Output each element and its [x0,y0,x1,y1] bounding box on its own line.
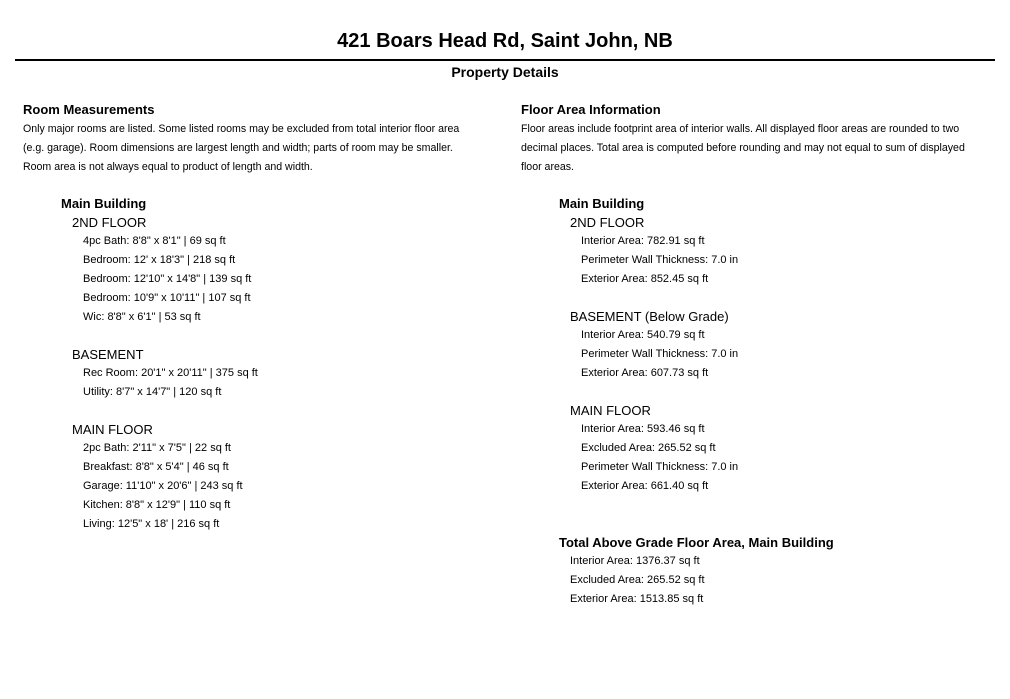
area-floor-basement [570,307,1001,383]
room-entry: 4pc Bath: 8'8" x 8'1" | 69 sq ft [83,235,226,247]
area-entry: Interior Area: 540.79 sq ft [581,329,705,341]
room-entry: Kitchen: 8'8" x 12'9" | 110 sq ft [83,499,231,511]
total-entry: Interior Area: 1376.37 sq ft [570,555,700,567]
description-line: Room area is not always equal to product of length and width. [23,161,313,173]
building-title: Main Building [559,196,645,211]
room-entry: Bedroom: 12'10" x 14'8" | 139 sq ft [83,273,252,285]
area-floor-2nd [570,213,1001,289]
area-entry: Perimeter Wall Thickness: 7.0 in [581,461,739,473]
floor-title: MAIN FLOOR [72,422,153,437]
description-line: Only major rooms are listed. Some listed rooms may be excluded from total interior floor area [23,123,460,135]
room-entry: 2pc Bath: 2'11" x 7'5" | 22 sq ft [83,442,231,454]
description-line: floor areas. [521,161,574,173]
floor-area-section [521,101,1001,609]
page-title: 421 Boars Head Rd, Saint John, NB [337,30,673,52]
area-entry: Exterior Area: 852.45 sq ft [581,273,709,285]
room-entry: Rec Room: 20'1" x 20'11" | 375 sq ft [83,367,258,379]
building-title: Main Building [61,196,147,211]
rooms-floor-main [72,420,499,534]
total-above-grade [559,533,1001,609]
total-entry: Excluded Area: 265.52 sq ft [570,574,705,586]
area-main-building [559,194,1001,609]
floor-title: 2ND FLOOR [72,215,147,230]
description-line: (e.g. garage). Room dimensions are largest length and width; parts of room may be smaller. [23,142,453,154]
room-measurements-section [23,101,499,534]
description-line: Floor areas include footprint area of interior walls. All displayed floor areas are rounded to two [521,123,960,135]
area-entry: Exterior Area: 607.73 sq ft [581,367,709,379]
floor-title: MAIN FLOOR [570,403,651,418]
room-measurements-description [23,120,499,177]
floor-title: BASEMENT (Below Grade) [570,309,729,324]
totals-heading: Total Above Grade Floor Area, Main Building [559,535,834,550]
room-entry: Wic: 8'8" x 6'1" | 53 sq ft [83,311,201,323]
room-entry: Breakfast: 8'8" x 5'4" | 46 sq ft [83,461,229,473]
room-entry: Garage: 11'10" x 20'6" | 243 sq ft [83,480,243,492]
area-entry: Perimeter Wall Thickness: 7.0 in [581,348,739,360]
page-subtitle: Property Details [451,64,559,80]
description-line: decimal places. Total area is computed before rounding and may not equal to sum of displayed [521,142,965,154]
total-entry: Exterior Area: 1513.85 sq ft [570,593,704,605]
area-entry: Interior Area: 593.46 sq ft [581,423,705,435]
rooms-floor-2nd [72,213,499,327]
title-divider [15,59,995,61]
floor-area-heading: Floor Area Information [521,102,661,117]
floor-title: 2ND FLOOR [570,215,645,230]
area-entry: Excluded Area: 265.52 sq ft [581,442,716,454]
rooms-floor-basement [72,345,499,402]
area-entry: Exterior Area: 661.40 sq ft [581,480,709,492]
area-entry: Perimeter Wall Thickness: 7.0 in [581,254,739,266]
rooms-main-building [61,194,499,534]
room-entry: Bedroom: 10'9" x 10'11" | 107 sq ft [83,292,251,304]
room-measurements-heading: Room Measurements [23,102,155,117]
room-entry: Utility: 8'7" x 14'7" | 120 sq ft [83,386,222,398]
floor-area-description [521,120,1001,177]
room-entry: Living: 12'5" x 18' | 216 sq ft [83,518,220,530]
room-entry: Bedroom: 12' x 18'3" | 218 sq ft [83,254,236,266]
area-entry: Interior Area: 782.91 sq ft [581,235,705,247]
area-floor-main [570,401,1001,496]
floor-title: BASEMENT [72,347,144,362]
